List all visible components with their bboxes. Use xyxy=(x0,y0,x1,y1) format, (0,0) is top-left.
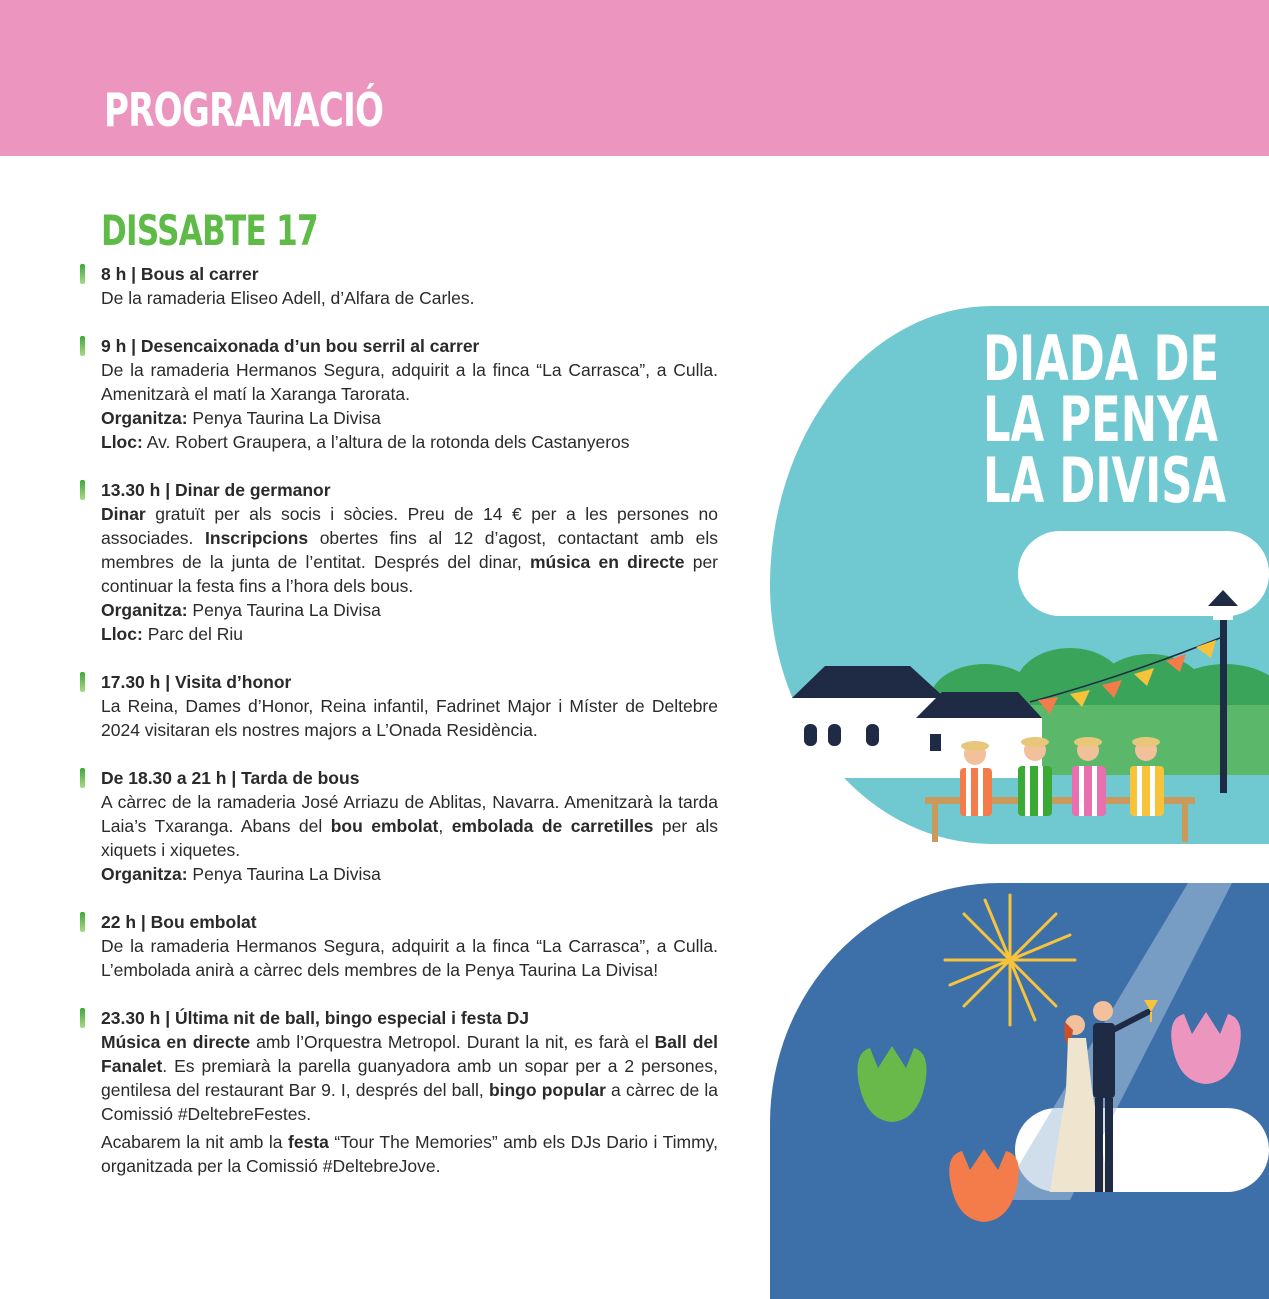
chair-stripe xyxy=(1092,766,1097,816)
event-description: La Reina, Dames d’Honor, Reina infantil, Fadrinet Major i Míster de Deltebre 2024 visitaran els nostres majors a L’Onada Residència. xyxy=(101,696,718,740)
chair xyxy=(960,768,992,816)
table-leg xyxy=(932,804,938,842)
text: a càrrec de la Comissió #DeltebreFestes. xyxy=(101,1080,718,1124)
event-item xyxy=(101,766,718,886)
bold-text: Inscripcions xyxy=(205,528,309,548)
event-title: 22 h | Bou embolat xyxy=(101,912,257,932)
chair-stripe xyxy=(1038,766,1043,816)
text: obertes fins al 12 d’agost, contactant amb els membres de la junta de l’entitat. Després del dinar, xyxy=(101,528,718,572)
organizer-line xyxy=(101,862,718,886)
chair xyxy=(1130,766,1164,816)
text: Acabarem la nit amb la xyxy=(101,1132,288,1152)
event-extra-description xyxy=(101,1130,718,1178)
chair-stripe xyxy=(1025,766,1030,816)
bullet-marker xyxy=(80,480,85,500)
text: per als xiquets i xiquetes. xyxy=(101,816,719,860)
text: amb l’Orquestra Metropol. Durant la nit, es farà el xyxy=(250,1032,655,1052)
chair-stripe xyxy=(1079,766,1084,816)
page-title: PROGRAMACIÓ xyxy=(104,83,384,137)
chair-stripe xyxy=(966,768,971,816)
window xyxy=(804,724,817,746)
event-title: 13.30 h | Dinar de germanor xyxy=(101,480,331,500)
event-description: De la ramaderia Eliseo Adell, d’Alfara de Carles. xyxy=(101,288,475,308)
location-label: Lloc: xyxy=(101,432,143,452)
bold-text: bingo popular xyxy=(488,1080,606,1100)
lamp-glass xyxy=(1213,606,1233,620)
bullet-marker xyxy=(80,336,85,356)
lamp-pole xyxy=(1220,618,1227,793)
bold-text: festa xyxy=(288,1132,329,1152)
event-description xyxy=(101,1030,718,1126)
bullet-marker xyxy=(80,672,85,692)
location-label: Lloc: xyxy=(101,624,143,644)
bold-text: embolada de carretilles xyxy=(451,816,654,836)
event-title: 17.30 h | Visita d’honor xyxy=(101,672,292,692)
person-hat xyxy=(1074,737,1102,747)
event-title: 8 h | Bous al carrer xyxy=(101,264,259,284)
groom-leg xyxy=(1095,1098,1103,1192)
event-item xyxy=(101,334,718,454)
chair-stripe xyxy=(1150,766,1155,816)
event-item xyxy=(101,1006,718,1178)
event-title: De 18.30 a 21 h | Tarda de bous xyxy=(101,768,360,788)
chair xyxy=(1018,766,1052,816)
bold-text: Música en directe xyxy=(101,1032,251,1052)
text: , xyxy=(438,816,452,836)
header-band xyxy=(0,0,1269,156)
organizer-label: Organitza: xyxy=(101,864,188,884)
location-value: Parc del Riu xyxy=(147,624,244,644)
person-hat xyxy=(1021,737,1049,747)
groom-suit xyxy=(1093,1023,1115,1098)
text: gratuït per als socis i sòcies. Preu de 14 € per a les persones no associades. xyxy=(101,504,718,548)
location-value: Av. Robert Graupera, a l’altura de la rotonda dels Castanyeros xyxy=(146,432,630,452)
bullet-marker xyxy=(80,264,85,284)
text: per continuar la festa fins a l’hora dels bous. xyxy=(101,552,719,596)
event-description xyxy=(101,502,718,598)
location-line xyxy=(101,622,718,646)
text: “Tour The Memories” amb els DJs Dario i Timmy, organitzada per la Comissió #DeltebreJove. xyxy=(101,1132,718,1176)
organizer-line xyxy=(101,406,718,430)
bullet-marker xyxy=(80,1008,85,1028)
organizer-value: Penya Taurina La Divisa xyxy=(192,408,381,428)
chair-stripe xyxy=(1137,766,1142,816)
event-item xyxy=(101,910,718,982)
event-item xyxy=(101,478,718,646)
bold-text: bou embolat xyxy=(330,816,439,836)
chair xyxy=(1072,766,1106,816)
organizer-value: Penya Taurina La Divisa xyxy=(192,864,381,884)
window xyxy=(828,724,841,746)
person-hat xyxy=(1132,737,1160,747)
event-title: 9 h | Desencaixonada d’un bou serril al carrer xyxy=(101,336,480,356)
organizer-value: Penya Taurina La Divisa xyxy=(192,600,381,620)
person-hat xyxy=(961,741,989,751)
chair-stripe xyxy=(978,768,983,816)
event-list xyxy=(101,262,718,1202)
table-leg xyxy=(1182,804,1188,842)
firework-icon xyxy=(945,895,1075,1025)
bold-text: Dinar xyxy=(101,504,146,524)
event-item xyxy=(101,262,718,310)
banner-line: LA DIVISA xyxy=(983,444,1227,517)
event-description: De la ramaderia Hermanos Segura, adquirit a la finca “La Carrasca”, a Culla. Amenitzarà el matí la Xaranga Tarorata. xyxy=(101,360,718,404)
text: A càrrec de la ramaderia José Arriazu de Ablitas, Navarra. Amenitzarà la tarda Laia’s Txaranga. Abans del xyxy=(101,792,718,836)
window xyxy=(930,734,941,751)
location-line xyxy=(101,430,718,454)
organizer-line xyxy=(101,598,718,622)
groom-head xyxy=(1093,1001,1113,1021)
event-item xyxy=(101,670,718,742)
bullet-marker xyxy=(80,768,85,788)
day-title: DISSABTE 17 xyxy=(101,206,318,255)
groom-leg xyxy=(1105,1098,1113,1192)
bold-text: Ball del Fanalet xyxy=(101,1032,718,1076)
bullet-marker xyxy=(80,912,85,932)
event-banner-title xyxy=(983,322,1227,517)
bold-text: música en directe xyxy=(529,552,685,572)
window xyxy=(866,724,879,746)
organizer-label: Organitza: xyxy=(101,600,188,620)
organizer-label: Organitza: xyxy=(101,408,188,428)
banner-line: LA PENYA xyxy=(983,383,1218,456)
banner-line: DIADA DE xyxy=(983,322,1220,395)
text: . Es premiarà la parella guanyadora amb un sopar per a 2 persones, gentilesa del restaurant Bar 9. I, després del ball, xyxy=(101,1056,718,1100)
event-title: 23.30 h | Última nit de ball, bingo especial i festa DJ xyxy=(101,1008,529,1028)
event-description xyxy=(101,790,718,862)
event-description: De la ramaderia Hermanos Segura, adquirit a la finca “La Carrasca”, a Culla. L’embolada anirà a càrrec dels membres de la Penya Taurina La Divisa! xyxy=(101,936,718,980)
